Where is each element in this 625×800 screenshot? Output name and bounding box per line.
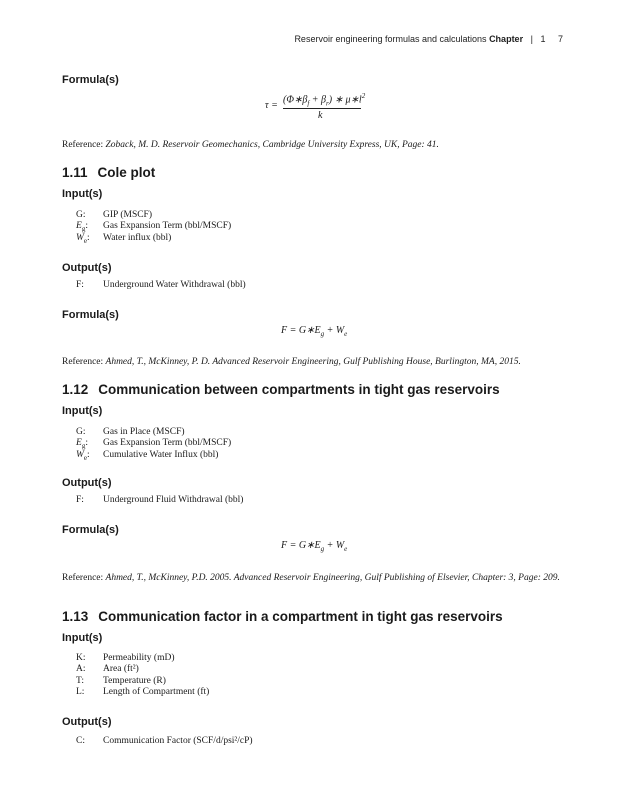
description: Permeability (mD)	[103, 653, 175, 663]
section-number: 1.12	[62, 382, 89, 397]
reference	[62, 356, 567, 368]
formula-denominator: k	[318, 110, 323, 121]
fraction-bar	[283, 108, 361, 109]
input-row	[76, 676, 166, 686]
input-heading: Input(s)	[62, 405, 103, 417]
description: Temperature (R)	[103, 676, 166, 686]
symbol: T:	[76, 676, 84, 686]
reference	[62, 572, 567, 584]
symbol: F:	[76, 280, 84, 290]
description: GIP (MSCF)	[103, 210, 153, 220]
input-row	[76, 687, 209, 697]
description: Gas in Place (MSCF)	[103, 427, 185, 437]
input-row	[76, 233, 171, 245]
symbol: $E_g$:	[76, 221, 88, 233]
description: Cumulative Water Influx (bbl)	[103, 450, 219, 460]
symbol: F:	[76, 495, 84, 505]
input-heading: Input(s)	[62, 632, 103, 644]
reference-label: Reference:	[62, 573, 104, 583]
description: Length of Compartment (ft)	[103, 687, 210, 697]
formula-lhs: τ =	[265, 100, 278, 111]
symbol: $E_g$:	[76, 438, 88, 450]
reference-label: Reference:	[62, 357, 104, 367]
section-heading	[62, 609, 503, 624]
section-title: Communication between compartments in tight gas reservoirs	[98, 382, 500, 397]
section-heading	[62, 165, 155, 180]
formula-heading: Formula(s)	[62, 309, 119, 321]
section-heading	[62, 382, 500, 397]
chapter-label: Chapter	[489, 34, 524, 44]
input-row	[76, 427, 185, 437]
input-row	[76, 438, 231, 450]
reference	[62, 139, 567, 151]
chapter-number: 1	[540, 34, 546, 44]
input-heading: Input(s)	[62, 188, 103, 200]
formula: $F = G∗E_g + W_e$	[281, 540, 348, 553]
symbol: C:	[76, 736, 85, 746]
symbol: L:	[76, 687, 85, 697]
section-title: Cole plot	[97, 165, 156, 180]
formula-heading: Formula(s)	[62, 524, 119, 536]
description: Underground Water Withdrawal (bbl)	[103, 280, 246, 290]
running-title: Reservoir engineering formulas and calculations	[294, 34, 487, 44]
description: Water influx (bbl)	[103, 233, 172, 243]
section-number: 1.11	[62, 165, 88, 180]
symbol: $W_e$:	[76, 233, 90, 245]
running-header	[294, 34, 563, 44]
output-row	[76, 495, 243, 505]
symbol: $W_e$:	[76, 450, 90, 462]
formula: $F = G∗E_g + W_e$	[281, 325, 348, 338]
output-heading: Output(s)	[62, 477, 112, 489]
page-number: 7	[557, 34, 563, 44]
input-row	[76, 653, 175, 663]
description: Area (ft²)	[103, 664, 139, 674]
output-row	[76, 280, 246, 290]
reference-text: Zoback, M. D. Reservoir Geomechanics, Cambridge University Express, UK, Page: 41.	[105, 140, 439, 150]
input-row	[76, 664, 139, 674]
formula-numerator: $(\Phi∗\beta_f + \beta_r)$ ∗ $\mu∗l^2$	[283, 92, 366, 108]
symbol: G:	[76, 427, 86, 437]
formula-heading: Formula(s)	[62, 74, 119, 86]
header-separator: |	[530, 34, 533, 44]
input-row	[76, 210, 152, 220]
section-number: 1.13	[62, 609, 89, 624]
reference-text: Ahmed, T., McKinney, P.D. 2005. Advanced Reservoir Engineering, Gulf Publishing of Elsevier, Chapter: 3, Page: 209.	[105, 573, 560, 583]
description: Gas Expansion Term (bbl/MSCF)	[103, 221, 232, 231]
output-heading: Output(s)	[62, 716, 112, 728]
description: Underground Fluid Withdrawal (bbl)	[103, 495, 244, 505]
symbol: G:	[76, 210, 86, 220]
reference-label: Reference:	[62, 140, 104, 150]
output-heading: Output(s)	[62, 262, 112, 274]
description: Communication Factor (SCF/d/psi²/cP)	[103, 736, 253, 746]
reference-text: Ahmed, T., McKinney, P. D. Advanced Reservoir Engineering, Gulf Publishing House, Burlington, MA, 2015.	[105, 357, 521, 367]
symbol: K:	[76, 653, 86, 663]
symbol: A:	[76, 664, 86, 674]
description: Gas Expansion Term (bbl/MSCF)	[103, 438, 232, 448]
output-row	[76, 736, 253, 746]
input-row	[76, 450, 218, 462]
input-row	[76, 221, 231, 233]
section-title: Communication factor in a compartment in tight gas reservoirs	[98, 609, 503, 624]
